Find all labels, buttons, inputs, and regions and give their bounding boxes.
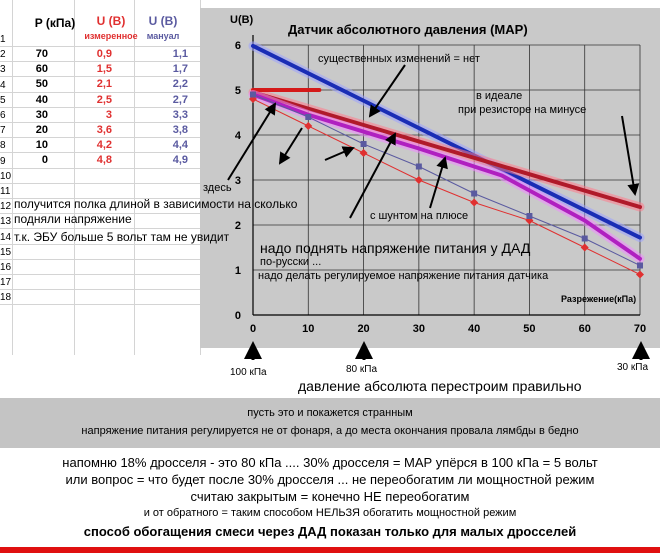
note-no-change: существенных изменений = нет (318, 53, 480, 65)
row-number: 10 (0, 170, 12, 182)
row-number: 14 (0, 231, 12, 243)
bottom-line-1: напомню 18% дросселя - это 80 кПа .... 30% дросселя = МАР упёрся в 100 кПа = 5 вольт (62, 455, 598, 470)
col-header-u-measured: U (В) (96, 14, 126, 28)
series-point (416, 164, 422, 170)
bottom-line-3: считаю закрытым = конечно НЕ переобогатим (190, 489, 470, 504)
row-number: 2 (0, 49, 6, 61)
series-point (471, 191, 477, 197)
gray-band (0, 398, 660, 448)
annotation-arrow (622, 116, 635, 194)
table-cell-u1: 3 (105, 108, 112, 121)
table-cell-u1: 0,9 (96, 48, 112, 60)
note-ideal-1: в идеале (476, 90, 523, 102)
x-tick-label: 40 (468, 323, 481, 335)
series-point (305, 114, 311, 120)
series-point (470, 199, 478, 207)
series-point (415, 176, 423, 184)
x-tick-label: 60 (578, 323, 591, 335)
bottom-line-2: или вопрос = что будет после 30% дросселя ... не переобогатим ли мощностной режим (65, 472, 595, 487)
table-cell-u2: 4,9 (172, 154, 188, 167)
row-number: 17 (0, 277, 12, 289)
x-tick-label: 0 (249, 323, 257, 335)
table-cell-p: 30 (35, 108, 48, 121)
note-shunt: с шунтом на плюсе (370, 210, 469, 222)
row-number: 7 (0, 125, 6, 137)
band-line-2: напряжение питания регулируется не от фонаря, а до места окончания провала лямбды в бедно (81, 425, 579, 437)
col-header-pressure: P (кПа) (34, 16, 76, 30)
sheet-row-line (0, 304, 210, 305)
note-here: здесь (203, 182, 232, 194)
series-point (250, 92, 256, 98)
col-header-u-manual: U (В) (148, 14, 178, 28)
annotation-arrow (350, 134, 395, 218)
table-cell-u2: 1,7 (172, 63, 188, 76)
sheet-row-line (0, 183, 210, 184)
x-tick-label: 20 (357, 323, 370, 335)
series-point (526, 213, 532, 219)
table-cell-u2: 2,2 (172, 78, 188, 91)
table-cell-u1: 2,1 (96, 78, 112, 91)
sheet-row-line (0, 289, 210, 290)
table-cell-p: 70 (35, 48, 48, 60)
series-point (360, 149, 368, 157)
table-cell-p: 40 (35, 93, 48, 106)
note-russian: по-русски ... (260, 256, 322, 268)
y-tick-label: 6 (234, 40, 241, 52)
sheet-row-line (0, 274, 210, 275)
table-cell-u1: 3,6 (96, 124, 112, 136)
x-tick-label: 70 (633, 323, 647, 335)
series-point (581, 244, 589, 252)
note-rebuild: давление абсолюта перестроим правильно (298, 378, 582, 394)
bottom-line-4: и от обратного = таким способом НЕЛЬЗЯ обогатить мощностной режим (143, 507, 517, 519)
band-line-1: пусть это и покажется странным (247, 407, 413, 419)
table-cell-u1: 1,5 (96, 63, 112, 76)
row-number: 4 (0, 79, 6, 91)
annotation-arrow (228, 104, 275, 180)
bottom-rule (0, 547, 660, 553)
y-tick-label: 0 (234, 310, 241, 322)
table-cell-u2: 3,8 (172, 124, 188, 136)
annotation-arrow (430, 158, 445, 208)
note-ideal-2: при резисторе на минусе (458, 104, 587, 116)
y-tick-label: 3 (234, 175, 241, 187)
y-tick-label: 2 (234, 220, 241, 232)
table-cell-u2: 3,3 (172, 108, 188, 121)
row-number: 13 (0, 216, 12, 228)
y-axis-label: U(В) (230, 14, 254, 26)
y-tick-label: 4 (234, 130, 241, 142)
y-tick-label: 5 (234, 85, 241, 97)
note-80kpa: 80 кПа (346, 364, 378, 375)
sheet-col-line (74, 0, 75, 355)
row-number: 3 (0, 64, 6, 76)
x-tick-label: 50 (523, 323, 536, 335)
row-number: 1 (0, 34, 6, 45)
table-cell-u2: 4,4 (172, 139, 188, 152)
row-number: 8 (0, 140, 6, 152)
table-cell-p: 50 (35, 78, 48, 91)
y-tick-label: 1 (234, 265, 241, 277)
chart-title: Датчик абсолютного давления (МАР) (288, 22, 528, 37)
note-30kpa: 30 кПа (617, 362, 649, 373)
row-number: 5 (0, 94, 6, 106)
table-cell-u1: 4,2 (96, 139, 112, 152)
annotation-arrow (325, 148, 353, 160)
note-ecu: т.к. ЭБУ больше 5 вольт там не увидит (14, 230, 230, 244)
row-number: 9 (0, 155, 6, 167)
series-point (304, 122, 312, 130)
note-shelf: получится полка длиной в зависимости на сколько (14, 197, 298, 211)
series-point (582, 236, 588, 242)
note-raise-supply: надо поднять напряжение питания у ДАД (260, 240, 531, 256)
x-tick-label: 10 (302, 323, 315, 335)
table-cell-p: 0 (41, 154, 48, 167)
note-raised: подняли напряжение (14, 212, 132, 226)
sheet-row-line (0, 259, 210, 260)
drawn-line (253, 46, 640, 238)
table-cell-u2: 2,7 (172, 93, 188, 106)
row-number: 15 (0, 246, 12, 258)
table-cell-p: 10 (35, 139, 48, 152)
x-tick-label: 30 (412, 323, 425, 335)
series-point (361, 141, 367, 147)
x-axis-label: Разрежение(кПа) (561, 294, 637, 304)
col-subheader-manual: мануал (146, 31, 180, 41)
series-point (637, 263, 643, 269)
note-100kpa: 100 кПа (230, 367, 267, 378)
table-cell-p: 60 (35, 63, 48, 76)
col-subheader-measured: измеренное (84, 31, 138, 41)
row-number: 11 (0, 186, 11, 197)
annotation-arrow (280, 128, 302, 163)
table-cell-p: 20 (35, 124, 48, 136)
note-adjustable: надо делать регулируемое напряжение питания датчика (258, 270, 549, 282)
row-number: 16 (0, 262, 12, 273)
row-number: 6 (0, 110, 6, 121)
table-cell-u1: 2,5 (96, 93, 112, 106)
sheet-col-line (12, 0, 13, 355)
table-cell-u2: 1,1 (172, 48, 188, 60)
row-number: 18 (0, 292, 12, 304)
table-cell-u1: 4,8 (96, 154, 112, 167)
sheet-col-line (134, 0, 135, 355)
bottom-line-5: способ обогащения смеси через ДАД показан только для малых дросселей (83, 524, 577, 539)
series-point (636, 271, 644, 279)
row-number: 12 (0, 201, 12, 213)
